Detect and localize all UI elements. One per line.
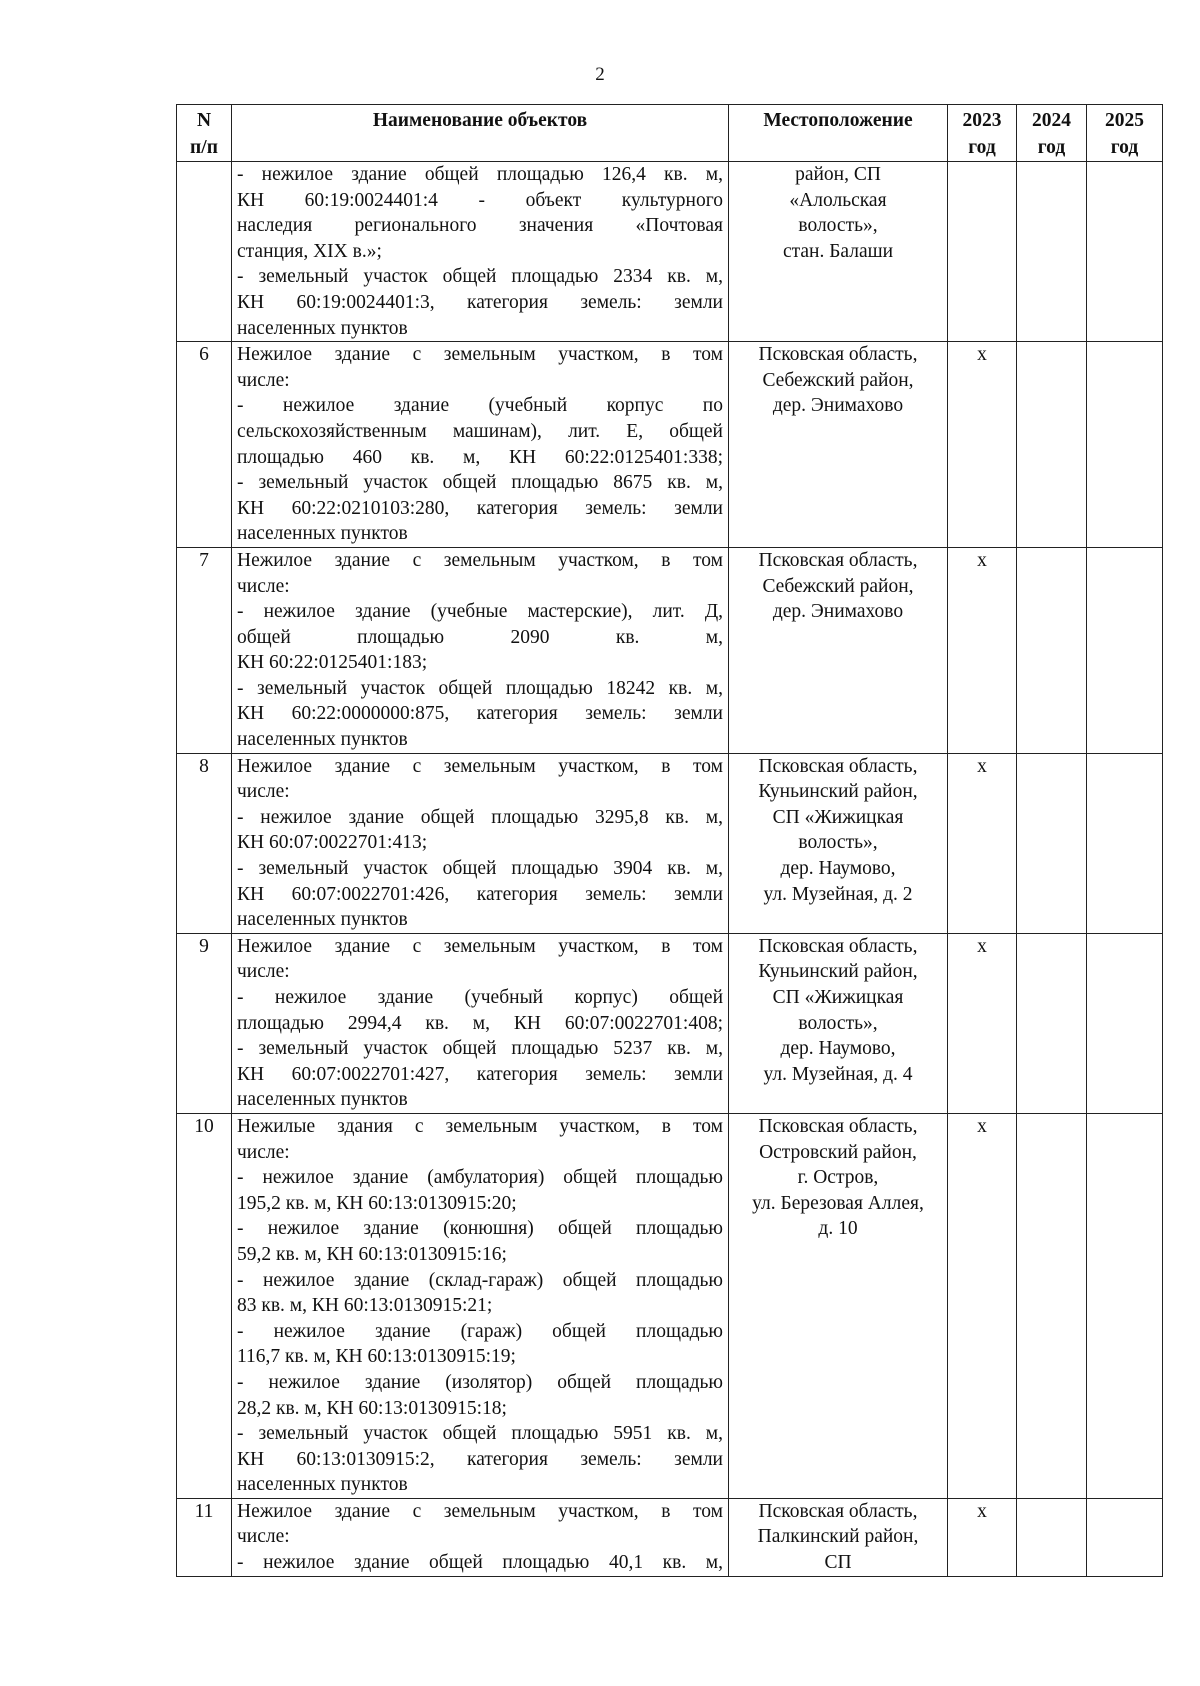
description-line: - нежилое здание (амбулатория) общей площадью [237, 1167, 723, 1189]
table-row [177, 162, 1163, 342]
year-mark-2023 [948, 162, 1017, 342]
year-mark-2025 [1087, 342, 1163, 548]
object-description [232, 933, 729, 1113]
table-body [177, 162, 1163, 1577]
year-mark-2024 [1017, 753, 1087, 933]
description-line: - земельный участок общей площадью 8675 кв. м, [237, 472, 723, 494]
description-line: Нежилые здания с земельным участком, в том [237, 1115, 723, 1137]
page-number: 2 [595, 64, 605, 85]
location-line: СП [824, 1552, 852, 1574]
object-location [729, 342, 948, 548]
description-line: - нежилое здание (конюшня) общей площадью [237, 1218, 723, 1240]
description-line: КН 60:07:0022701:413; [237, 832, 428, 854]
description-line: населенных пунктов [237, 1089, 408, 1111]
description-line: 195,2 кв. м, КН 60:13:0130915:20; [237, 1192, 517, 1214]
location-line: волость», [798, 832, 878, 854]
row-number [177, 162, 232, 342]
location-line: волость», [798, 1012, 878, 1034]
object-location [729, 1498, 948, 1576]
year-mark-2024 [1017, 162, 1087, 342]
location-line: ул. Березовая Аллея, [752, 1192, 924, 1214]
location-line: Островский район, [759, 1141, 917, 1163]
location-line: Себежский район, [762, 575, 914, 597]
row-number: 9 [177, 933, 232, 1113]
table-row [177, 547, 1163, 753]
header-number-line2: п/п [190, 137, 218, 158]
header-year-value: 2024 [1032, 110, 1071, 131]
year-mark-2023: х [948, 1113, 1017, 1498]
location-line: Куньинский район, [758, 781, 918, 803]
location-line: район, СП [795, 164, 881, 185]
row-number: 10 [177, 1113, 232, 1498]
description-line: Нежилое здание с земельным участком, в том [237, 344, 723, 366]
description-line: Нежилое здание с земельным участком, в том [237, 549, 723, 571]
location-line: СП «Жижицкая [772, 987, 904, 1008]
description-line: населенных пунктов [237, 523, 408, 545]
description-line: числе: [237, 1526, 290, 1548]
description-line: Нежилое здание с земельным участком, в том [237, 755, 723, 777]
location-line: волость», [798, 215, 878, 237]
header-year-label: год [968, 137, 996, 158]
header-number [177, 105, 232, 162]
description-line: населенных пунктов [237, 729, 408, 751]
description-line: - нежилое здание (склад-гараж) общей площадью [237, 1269, 723, 1291]
object-description [232, 162, 729, 342]
description-line: КН 60:07:0022701:426, категория земель: земли [237, 883, 723, 905]
table-row [177, 342, 1163, 548]
location-line: ул. Музейная, д. 2 [763, 883, 913, 905]
description-line: - нежилое здание общей площадью 40,1 кв. м, [237, 1552, 723, 1574]
year-mark-2024 [1017, 1113, 1087, 1498]
header-year-label: год [1037, 137, 1066, 158]
description-line: - земельный участок общей площадью 2334 кв. м, [237, 266, 723, 288]
location-line: СП «Жижицкая [772, 806, 904, 828]
object-location [729, 547, 948, 753]
table-row [177, 1113, 1163, 1498]
description-line: числе: [237, 1141, 290, 1163]
year-mark-2024 [1017, 933, 1087, 1113]
location-line: Псковская область, [758, 344, 918, 366]
row-number: 6 [177, 342, 232, 548]
description-line: КН 60:22:0125401:183; [237, 652, 428, 674]
location-line: дер. Энимахово [772, 601, 904, 623]
description-line: числе: [237, 781, 290, 803]
header-year-value: 2025 [1105, 110, 1144, 131]
header-name: Наименование объектов [232, 105, 729, 162]
year-mark-2024 [1017, 342, 1087, 548]
description-line: - земельный участок общей площадью 3904 кв. м, [237, 858, 723, 880]
year-mark-2023: х [948, 933, 1017, 1113]
objects-table [176, 104, 1163, 1577]
header-year-2023 [948, 105, 1017, 162]
description-line: площадью 2994,4 кв. м, КН 60:07:0022701:408; [237, 1012, 723, 1034]
row-number: 11 [177, 1498, 232, 1576]
table-row [177, 1498, 1163, 1576]
description-line: КН 60:13:0130915:2, категория земель: земли [237, 1448, 723, 1470]
description-line: - земельный участок общей площадью 18242 кв. м, [237, 677, 723, 699]
location-line: Себежский район, [762, 369, 914, 391]
location-line: Псковская область, [758, 1500, 918, 1522]
description-line: КН 60:22:0000000:875, категория земель: земли [237, 703, 723, 725]
description-line: станция, XIX в.»; [237, 240, 382, 262]
description-line: КН 60:07:0022701:427, категория земель: земли [237, 1063, 723, 1085]
description-line: 83 кв. м, КН 60:13:0130915:21; [237, 1295, 493, 1317]
header-year-2024 [1017, 105, 1087, 162]
description-line: - земельный участок общей площадью 5237 кв. м, [237, 1038, 723, 1060]
location-line: дер. Энимахово [772, 395, 904, 417]
location-line: г. Остров, [797, 1167, 879, 1189]
description-line: числе: [237, 575, 290, 597]
table-row [177, 933, 1163, 1113]
year-mark-2025 [1087, 753, 1163, 933]
table-row [177, 753, 1163, 933]
year-mark-2024 [1017, 1498, 1087, 1576]
object-description [232, 1498, 729, 1576]
year-mark-2023: х [948, 753, 1017, 933]
description-line: - нежилое здание (учебный корпус) общей [237, 987, 723, 1008]
object-description [232, 547, 729, 753]
table-header-row [177, 105, 1163, 162]
description-line: 59,2 кв. м, КН 60:13:0130915:16; [237, 1243, 507, 1265]
location-line: ул. Музейная, д. 4 [763, 1063, 913, 1085]
object-location [729, 933, 948, 1113]
location-line: дер. Наумово, [780, 858, 896, 880]
header-number-line1: N [196, 110, 212, 131]
row-number: 8 [177, 753, 232, 933]
object-description [232, 753, 729, 933]
description-line: площадью 460 кв. м, КН 60:22:0125401:338; [237, 446, 723, 468]
year-mark-2023: х [948, 342, 1017, 548]
header-year-value: 2023 [962, 110, 1002, 131]
year-mark-2024 [1017, 547, 1087, 753]
year-mark-2025 [1087, 162, 1163, 342]
description-line: сельскохозяйственным машинам), лит. Е, общей [237, 420, 723, 442]
description-line: Нежилое здание с земельным участком, в том [237, 1500, 723, 1522]
location-line: «Алольская [789, 189, 887, 211]
description-line: КН 60:19:0024401:4 - объект культурного [237, 189, 723, 211]
description-line: - нежилое здание (учебные мастерские), лит. Д, [237, 601, 723, 623]
description-line: числе: [237, 961, 290, 983]
location-line: Псковская область, [758, 549, 918, 571]
year-mark-2025 [1087, 1498, 1163, 1576]
year-mark-2025 [1087, 1113, 1163, 1498]
description-line: - земельный участок общей площадью 5951 кв. м, [237, 1423, 723, 1445]
description-line: населенных пунктов [237, 909, 408, 931]
description-line: Нежилое здание с земельным участком, в том [237, 935, 723, 957]
description-line: - нежилое здание (гараж) общей площадью [237, 1320, 723, 1342]
description-line: населенных пунктов [237, 1474, 408, 1496]
location-line: дер. Наумово, [780, 1038, 896, 1060]
header-location: Местоположение [729, 105, 948, 162]
object-description [232, 342, 729, 548]
location-line: д. 10 [818, 1218, 858, 1240]
object-location [729, 1113, 948, 1498]
location-line: Куньинский район, [758, 961, 918, 983]
description-line: числе: [237, 369, 290, 391]
description-line: наследия регионального значения «Почтовая [237, 215, 723, 237]
description-line: КН 60:22:0210103:280, категория земель: земли [237, 497, 723, 519]
description-line: КН 60:19:0024401:3, категория земель: земли [237, 291, 723, 313]
object-location [729, 753, 948, 933]
location-line: Псковская область, [758, 935, 918, 957]
year-mark-2023: х [948, 547, 1017, 753]
year-mark-2025 [1087, 933, 1163, 1113]
description-line: населенных пунктов [237, 317, 408, 339]
location-line: Палкинский район, [757, 1526, 919, 1548]
row-number: 7 [177, 547, 232, 753]
header-year-label: год [1110, 137, 1139, 158]
description-line: - нежилое здание общей площадью 126,4 кв. м, [237, 164, 723, 185]
location-line: стан. Балаши [782, 240, 894, 262]
description-line: - нежилое здание (изолятор) общей площадью [237, 1371, 723, 1393]
description-line: общей площадью 2090 кв. м, [237, 626, 723, 648]
location-line: Псковская область, [758, 1115, 918, 1137]
description-line: 116,7 кв. м, КН 60:13:0130915:19; [237, 1346, 516, 1368]
description-line: 28,2 кв. м, КН 60:13:0130915:18; [237, 1397, 507, 1419]
object-description [232, 1113, 729, 1498]
description-line: - нежилое здание (учебный корпус по [237, 395, 723, 417]
object-location [729, 162, 948, 342]
year-mark-2025 [1087, 547, 1163, 753]
year-mark-2023: х [948, 1498, 1017, 1576]
description-line: - нежилое здание общей площадью 3295,8 кв. м, [237, 806, 723, 828]
header-year-2025 [1087, 105, 1163, 162]
location-line: Псковская область, [758, 755, 918, 777]
